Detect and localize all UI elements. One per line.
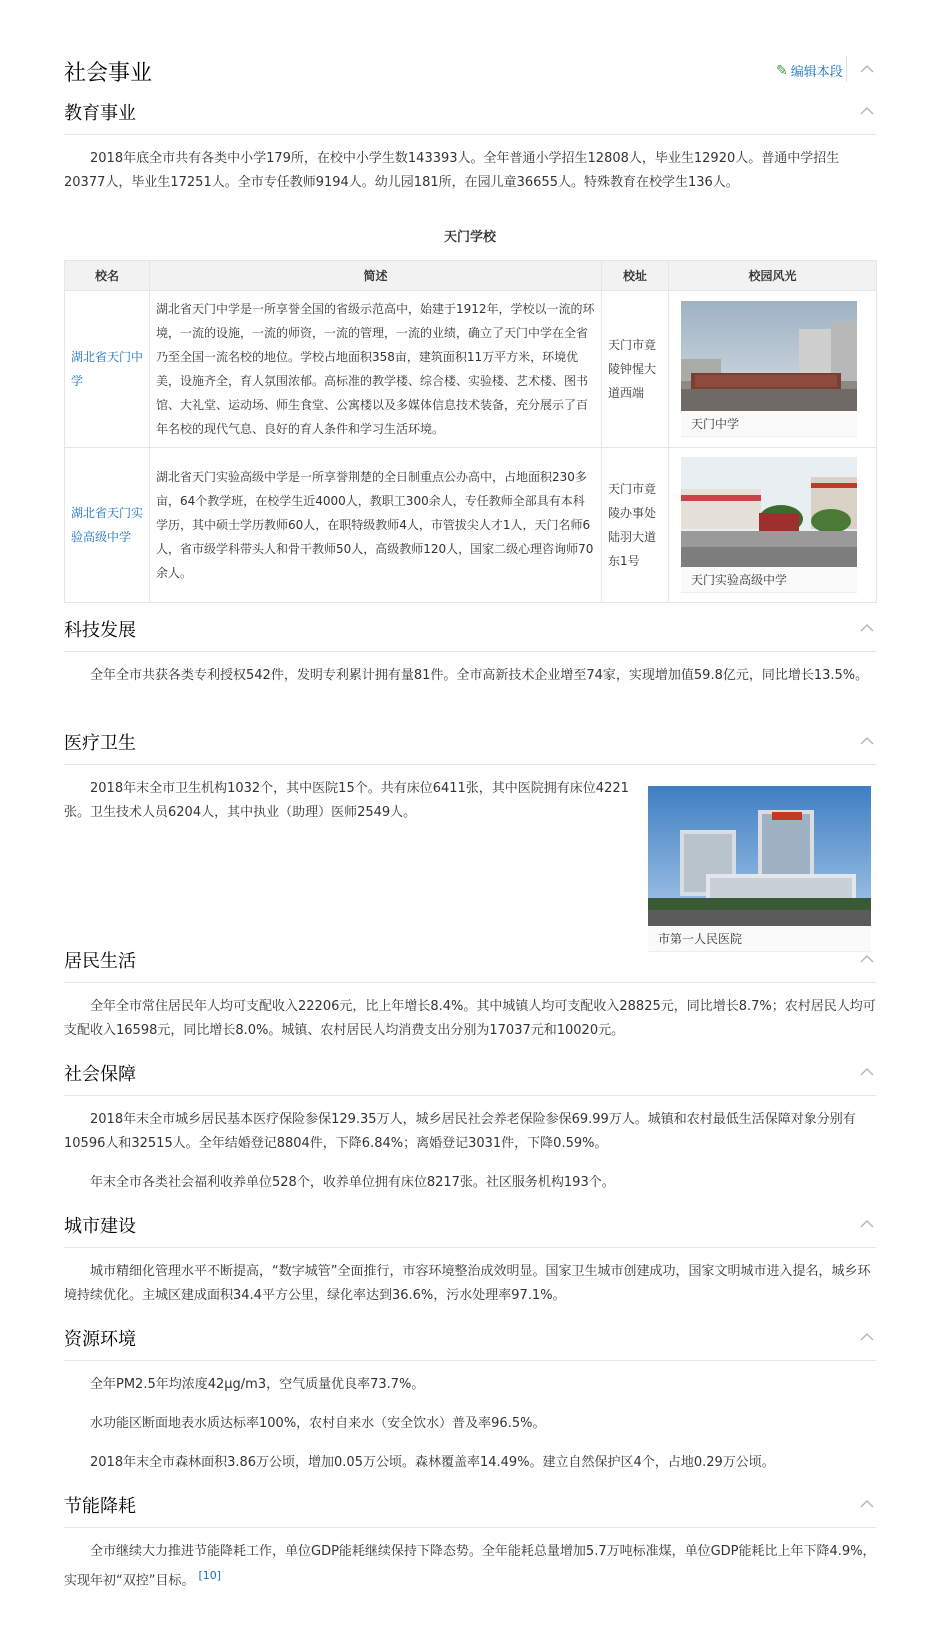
paragraph: 全年全市共获各类专利授权542件，发明专利累计拥有量81件。全市高新技术企业增至74家，实现增加值59.8亿元，同比增长13.5%。 <box>90 668 869 683</box>
divider <box>846 56 847 82</box>
photo-caption: 市第一人民医院 <box>648 926 871 952</box>
section-title-environment: 资源环境 <box>64 1329 136 1350</box>
collapse-icon[interactable] <box>860 1217 874 1231</box>
collapse-icon[interactable] <box>860 104 874 118</box>
paragraph <box>64 1540 876 1593</box>
school-description: 湖北省天门中学是一所享誉全国的省级示范高中，始建于1912年，学校以一流的环境，一流的设施，一流的师资，一流的管理，一流的业绩，确立了天门中学在全省乃至全国一流名校的地位。学校占地面积358亩，建筑面积11万平方米，环境优美，设施齐全，育人氛围浓郁。高标准的教学楼、综合楼、实验楼、艺术楼、图书馆、大礼堂、运动场、师生食堂、公寓楼以及多媒体信息技术装备，充分展示了百年名校的现代气息、良好的育人条件和学习生活环境。 <box>150 291 602 448</box>
school-photo[interactable] <box>681 301 857 411</box>
school-name-link[interactable]: 湖北省天门中学 <box>65 291 150 448</box>
collapse-icon[interactable] <box>860 1065 874 1079</box>
collapse-icon[interactable] <box>860 1497 874 1511</box>
section-title-urban: 城市建设 <box>64 1216 136 1237</box>
table-caption: 天门学校 <box>443 230 496 245</box>
collapse-icon[interactable] <box>860 1330 874 1344</box>
section-divider <box>64 1247 876 1248</box>
section-divider <box>64 764 876 765</box>
schools-table <box>64 260 877 603</box>
paragraph: 全年全市常住居民年人均可支配收入22206元，比上年增长8.4%。其中城镇人均可支配收入28825元，同比增长8.7%；农村居民人均可支配收入16598元，同比增长8.0%。城镇、农村居民人均消费支出分别为17037元和10020元。 <box>64 999 876 1038</box>
paragraph: 全年PM2.5年均浓度42μg/m3，空气质量优良率73.7%。 <box>90 1377 425 1392</box>
photo-caption: 天门实验高级中学 <box>681 567 857 593</box>
section-title-security: 社会保障 <box>64 1064 136 1085</box>
section-divider <box>64 982 876 983</box>
column-header: 简述 <box>150 261 602 291</box>
collapse-icon[interactable] <box>860 952 874 966</box>
hospital-photo[interactable] <box>648 786 871 926</box>
column-header: 校园风光 <box>669 261 877 291</box>
school-photo-cell <box>669 448 877 603</box>
pencil-icon: ✎ <box>776 62 788 79</box>
paragraph: 2018年末全市城乡居民基本医疗保险参保129.35万人，城乡居民社会养老保险参保69.99万人。城镇和农村最低生活保障对象分别有10596人和32515人。全年结婚登记8804件，下降6.84%；离婚登记3031件，下降0.59%。 <box>64 1112 856 1151</box>
edit-section-label: 编辑本段 <box>790 65 843 80</box>
column-header: 校名 <box>65 261 150 291</box>
paragraph-text: 全市继续大力推进节能降耗工作，单位GDP能耗继续保持下降态势。全年能耗总量增加5.7万吨标准煤，单位GDP能耗比上年下降4.9%，实现年初“双控”目标。 <box>64 1544 876 1589</box>
hospital-figure <box>648 786 871 952</box>
section-title-living: 居民生活 <box>64 951 136 972</box>
table-row <box>65 448 877 603</box>
school-photo[interactable] <box>681 457 857 567</box>
school-description: 湖北省天门实验高级中学是一所享誉荆楚的全日制重点公办高中，占地面积230多亩，64个教学班，在校学生近4000人，教职工300余人，专任教师全部具有本科学历，其中硕士学历教师60人，在职特级教师4人，市管拔尖人才1人，天门名师6人，省市级学科带头人和骨干教师50人，高级教师120人，国家二级心理咨询师70余人。 <box>150 448 602 603</box>
section-divider <box>64 1095 876 1096</box>
paragraph: 2018年底全市共有各类中小学179所，在校中小学生数143393人。全年普通小学招生12808人，毕业生12920人。普通中学招生20377人，毕业生17251人。全市专任教师9194人。幼儿园181所，在园儿童36655人。特殊教育在校学生136人。 <box>64 151 840 190</box>
section-divider <box>64 1360 876 1361</box>
section-divider <box>64 651 876 652</box>
paragraph: 城市精细化管理水平不断提高，“数字城管”全面推行，市容环境整治成效明显。国家卫生城市创建成功，国家文明城市进入提名，城乡环境持续优化。主城区建成面积34.4平方公里，绿化率达到36.6%，污水处理率97.1%。 <box>64 1264 871 1303</box>
column-header: 校址 <box>602 261 669 291</box>
section-title-energy: 节能降耗 <box>64 1496 136 1517</box>
table-row <box>65 291 877 448</box>
section-title-health: 医疗卫生 <box>64 733 136 754</box>
collapse-icon[interactable] <box>860 734 874 748</box>
paragraph: 水功能区断面地表水质达标率100%，农村自来水（安全饮水）普及率96.5%。 <box>90 1416 546 1431</box>
reference-link[interactable]: [10] <box>198 1569 222 1582</box>
section-divider <box>64 1527 876 1528</box>
school-name-link[interactable]: 湖北省天门实验高级中学 <box>65 448 150 603</box>
paragraph: 年末全市各类社会福利收养单位528个，收养单位拥有床位8217张。社区服务机构193个。 <box>90 1175 615 1190</box>
paragraph: 2018年末全市卫生机构1032个，其中医院15个。共有床位6411张，其中医院拥有床位4221张。卫生技术人员6204人，其中执业（助理）医师2549人。 <box>64 781 629 820</box>
edit-section-button[interactable] <box>776 61 843 80</box>
section-title-education: 教育事业 <box>64 103 136 124</box>
page-title: 社会事业 <box>64 61 153 86</box>
section-title-tech: 科技发展 <box>64 620 136 641</box>
paragraph: 2018年末全市森林面积3.86万公顷，增加0.05万公顷。森林覆盖率14.49%。建立自然保护区4个，占地0.29万公顷。 <box>90 1455 775 1470</box>
collapse-icon[interactable] <box>860 621 874 635</box>
collapse-icon[interactable] <box>860 62 874 76</box>
section-divider <box>64 134 876 135</box>
photo-caption: 天门中学 <box>681 411 857 437</box>
school-photo-cell <box>669 291 877 448</box>
table-header-row <box>65 261 877 291</box>
school-address: 天门市竟陵办事处陆羽大道东1号 <box>602 448 669 603</box>
school-address: 天门市竟陵钟惺大道西端 <box>602 291 669 448</box>
